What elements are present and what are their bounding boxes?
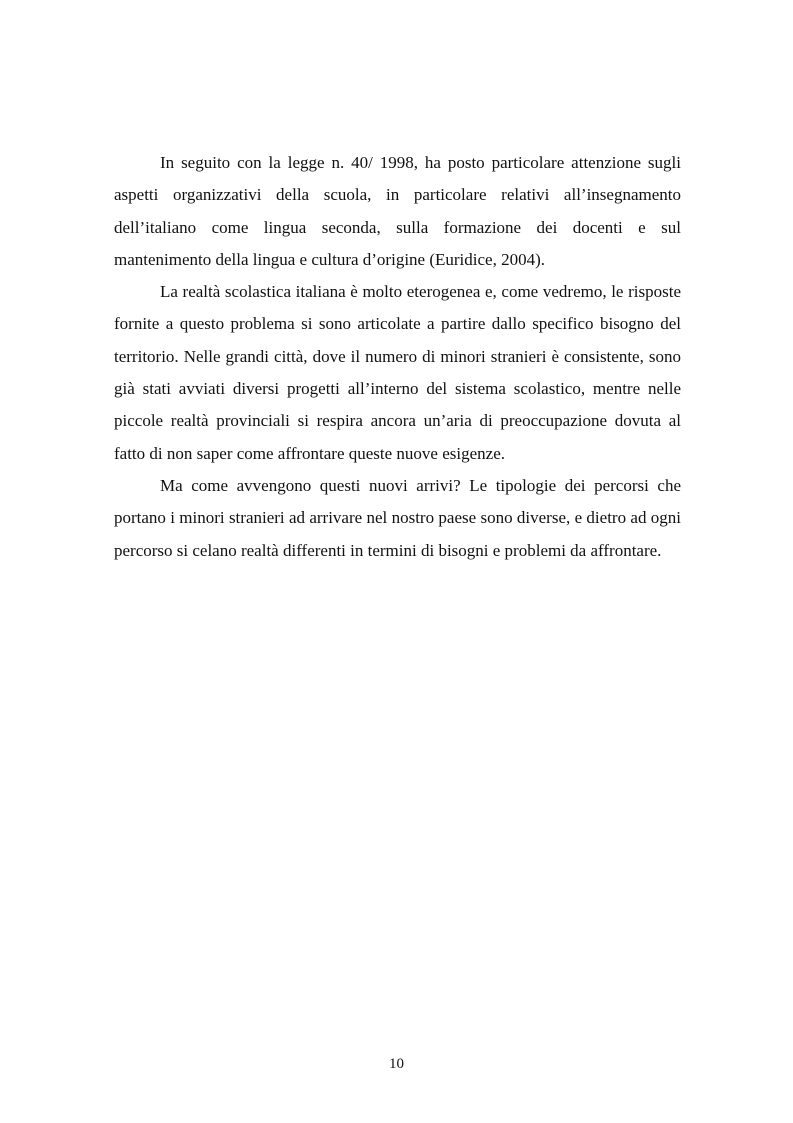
body-text — [114, 147, 681, 567]
paragraph-3: Ma come avvengono questi nuovi arrivi? Le tipologie dei percorsi che portano i minori stranieri ad arrivare nel nostro paese sono diverse, e dietro ad ogni percorso si celano realtà differenti in termini di bisogni e problemi da affrontare. — [114, 475, 681, 560]
paragraph-2: La realtà scolastica italiana è molto eterogenea e, come vedremo, le risposte fornite a questo problema si sono articolate a partire dallo specifico bisogno del territorio. Nelle grandi città, dove il numero di minori stranieri è consistente, sono già stati avviati diversi progetti all’interno del sistema scolastico, mentre nelle piccole realtà provinciali si respira ancora un’aria di preoccupazione dovuta al fatto di non saper come affrontare queste nuove esigenze. — [114, 282, 681, 463]
paragraph-1: In seguito con la legge n. 40/ 1998, ha posto particolare attenzione sugli aspetti organizzativi della scuola, in particolare relativi all’insegnamento dell’italiano come lingua seconda, sulla formazione dei docenti e sul mantenimento della lingua e cultura d’origine (Euridice, 2004). — [114, 153, 681, 269]
page-number: 10 — [389, 1056, 404, 1072]
